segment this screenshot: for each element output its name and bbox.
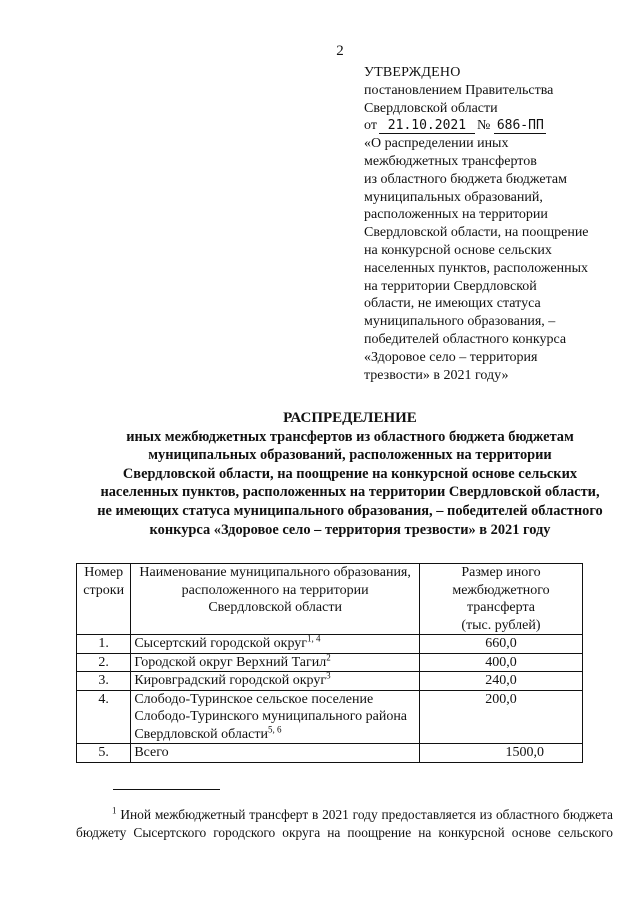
row-name	[131, 653, 420, 672]
name-line: Всего	[134, 745, 169, 760]
header-line: строки	[83, 582, 125, 598]
table-row	[77, 635, 583, 654]
date-prefix: от	[364, 118, 377, 134]
header-line: Свердловской области	[208, 600, 342, 615]
heading-line: иных межбюджетных трансфертов из областного бюджета бюджетам	[126, 428, 574, 445]
heading-line: Свердловской области, на поощрение на конкурсной основе сельских	[122, 465, 578, 482]
row-number: 1.	[77, 635, 131, 654]
name-line: Сысертский городской округ	[134, 636, 308, 651]
row-name	[131, 672, 420, 691]
header-line: Номер	[84, 565, 124, 580]
row-number: 4.	[77, 690, 131, 744]
subject-line: расположенных на территории	[364, 207, 548, 223]
document-heading	[60, 409, 640, 539]
row-number: 3.	[77, 672, 131, 691]
table-header-row	[77, 564, 583, 635]
subject-line: «О распределении иных	[364, 136, 509, 152]
approved-title: УТВЕРЖДЕНО	[364, 65, 461, 80]
name-line: Кировградский городской округ	[134, 673, 327, 688]
footnote-ref: 2	[326, 651, 331, 662]
subject-line: области, не имеющих статуса	[364, 296, 541, 312]
heading-line: конкурса «Здоровое село – территория трезвости» в 2021 году	[149, 521, 551, 538]
row-amount: 200,0	[419, 690, 582, 744]
header-amount	[419, 564, 582, 635]
header-line: Наименование муниципального образования,	[139, 565, 411, 580]
footnote-separator	[113, 789, 220, 790]
approval-line-1: постановлением Правительства	[364, 82, 554, 98]
subject-line: на территории Свердловской	[364, 278, 537, 294]
table-row-total	[77, 744, 583, 763]
approval-line-2: Свердловской области	[364, 100, 498, 116]
footnote-text: Иной межбюджетный трансферт в 2021 году предоставляется из областного бюджета бюджету Сысертского городского округа на поощрение на конкурсной основе сельского	[76, 807, 613, 840]
approval-number: 686-ПП	[494, 118, 546, 134]
row-amount: 1500,0	[419, 744, 582, 763]
row-number: 2.	[77, 653, 131, 672]
approval-subject	[364, 135, 614, 384]
name-line: Слободо-Туринское сельское поселение	[134, 691, 374, 707]
header-number	[77, 564, 131, 635]
heading-title: РАСПРЕДЕЛЕНИЕ	[283, 410, 417, 426]
approval-block	[364, 64, 614, 384]
footnote-ref: 3	[326, 670, 331, 681]
row-amount: 660,0	[419, 635, 582, 654]
distribution-table	[76, 563, 583, 763]
page-number: 2	[336, 43, 344, 59]
header-line: расположенного на территории	[181, 582, 369, 598]
header-name	[131, 564, 420, 635]
name-line: Слободо-Туринского муниципального района	[134, 709, 408, 724]
footnote-marker: 1	[112, 805, 117, 816]
subject-line: трезвости» в 2021 году»	[364, 367, 509, 383]
header-line: Размер иного	[461, 565, 541, 580]
table-row	[77, 690, 583, 744]
subject-line: муниципальных образований,	[364, 189, 543, 205]
number-sign: №	[476, 118, 491, 134]
header-line: межбюджетного	[452, 582, 550, 598]
subject-line: населенных пунктов, расположенных	[364, 260, 589, 276]
heading-line: населенных пунктов, расположенных на территории Свердловской области,	[100, 484, 600, 501]
table-row	[77, 653, 583, 672]
name-line: Свердловской области	[134, 726, 268, 742]
subject-line: из областного бюджета бюджетам	[364, 171, 567, 187]
footnote-ref: 5, 6	[267, 723, 282, 734]
subject-line: «Здоровое село – территория	[364, 349, 538, 365]
header-line: трансферта	[466, 600, 535, 615]
heading-line: не имеющих статуса муниципального образования, – победителей областного	[97, 502, 603, 519]
row-number: 5.	[77, 744, 131, 763]
row-amount: 400,0	[419, 653, 582, 672]
subject-line: муниципального образования, –	[364, 314, 556, 330]
subject-line: межбюджетных трансфертов	[364, 153, 537, 169]
header-line: (тыс. рублей)	[461, 617, 541, 633]
subject-line: Свердловской области, на поощрение	[364, 225, 589, 241]
table-row	[77, 672, 583, 691]
footnote-ref: 1, 4	[307, 633, 321, 644]
subject-line: победителей областного конкурса	[364, 331, 567, 347]
row-name	[131, 744, 420, 763]
row-name	[131, 690, 420, 744]
subject-line: на конкурсной основе сельских	[364, 242, 552, 258]
approval-date-line	[364, 117, 614, 135]
name-line: Городской округ Верхний Тагил	[134, 654, 327, 670]
approval-date: 21.10.2021	[379, 118, 475, 134]
row-amount: 240,0	[419, 672, 582, 691]
footnote	[76, 806, 613, 842]
heading-line: муниципальных образований, расположенных на территории	[148, 447, 552, 464]
row-name	[131, 635, 420, 654]
